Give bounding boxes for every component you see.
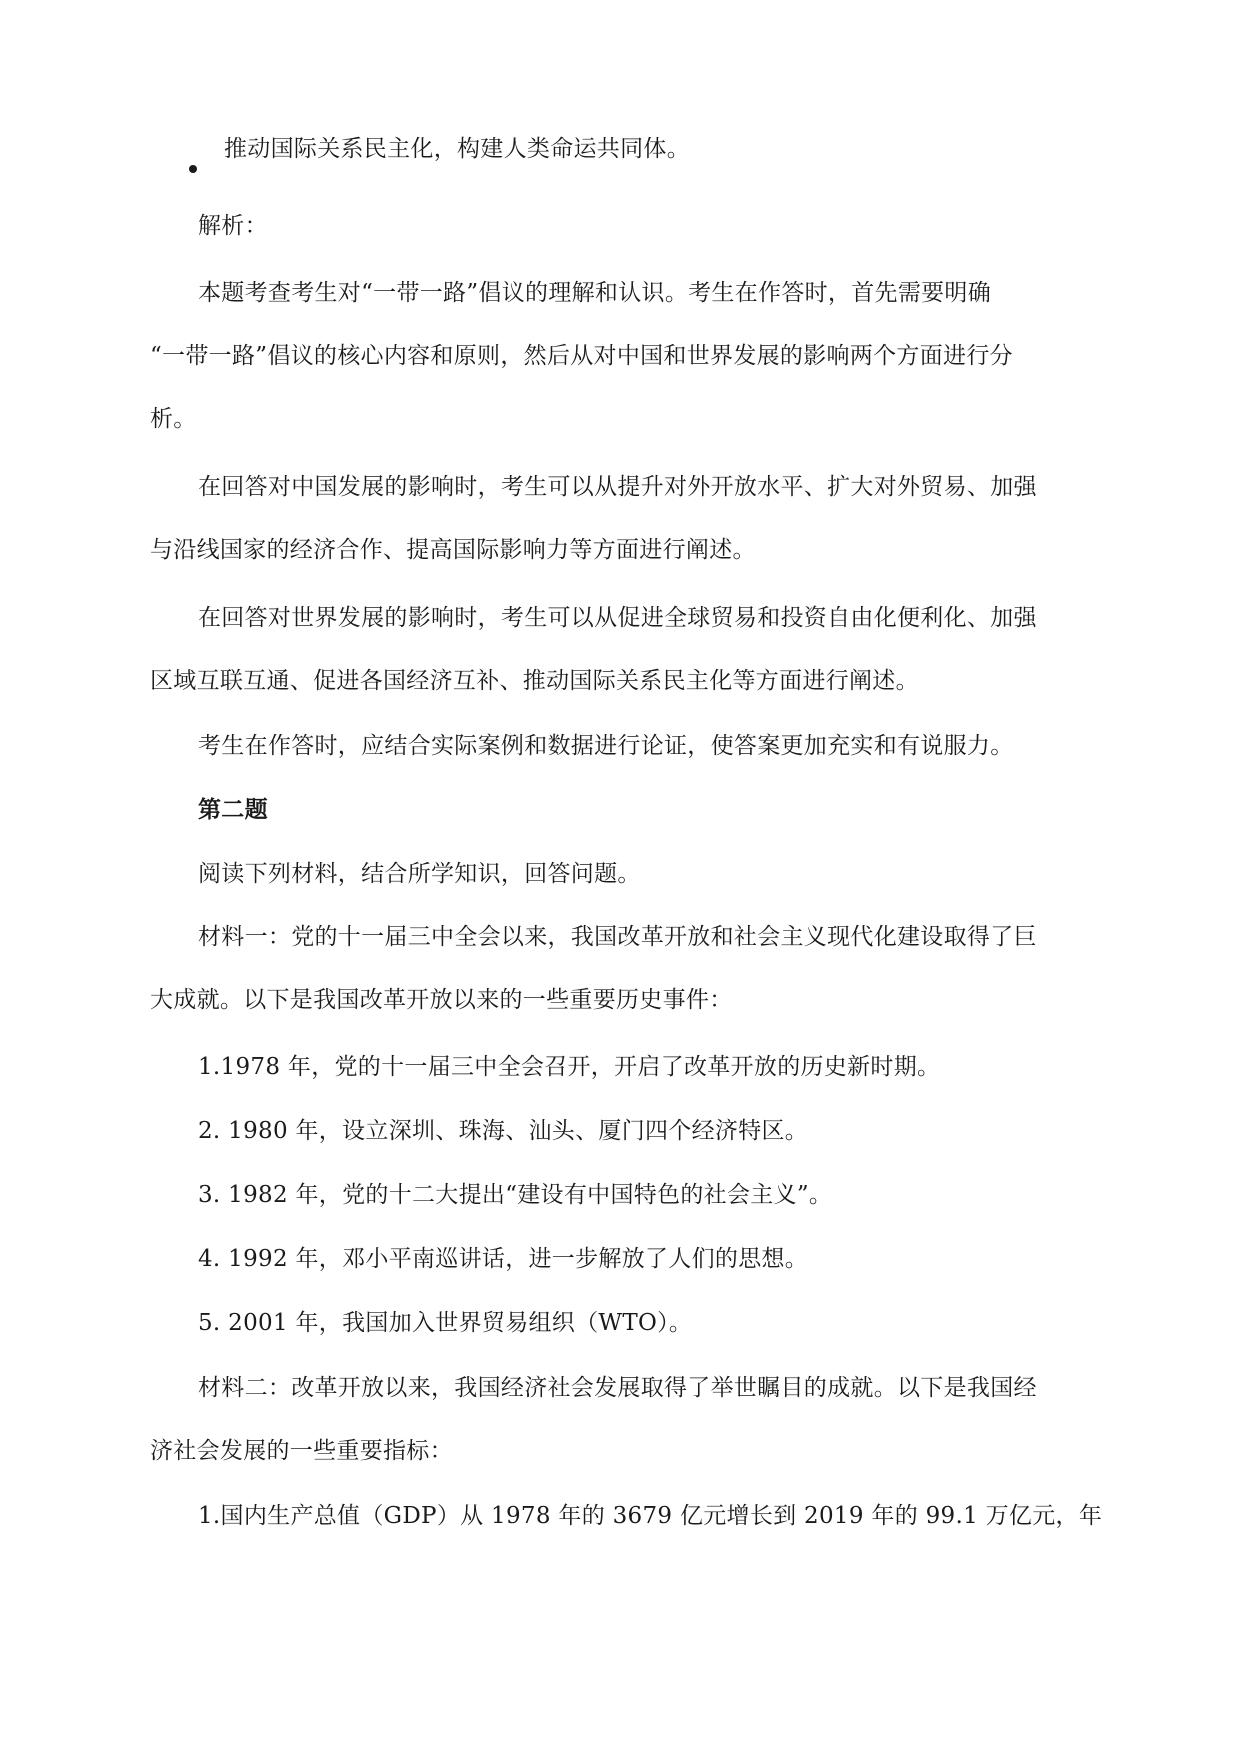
event-item-5: 5. 2001 年，我国加入世界贸易组织（WTO）。 — [198, 1310, 693, 1336]
analysis-paragraph-3-line-2: 区域互联互通、促进各国经济互补、推动国际关系民主化等方面进行阐述。 — [150, 668, 919, 694]
analysis-paragraph-1-line-1: 本题考查考生对“一带一路”倡议的理解和认识。考生在作答时，首先需要明确 — [198, 280, 992, 306]
material-1-line-2: 大成就。以下是我国改革开放以来的一些重要历史事件： — [150, 987, 733, 1013]
question-2-intro: 阅读下列材料，结合所学知识，回答问题。 — [198, 861, 641, 887]
analysis-paragraph-2-line-2: 与沿线国家的经济合作、提高国际影响力等方面进行阐述。 — [150, 537, 756, 563]
event-item-4: 4. 1992 年，邓小平南巡讲话，进一步解放了人们的思想。 — [198, 1246, 809, 1272]
analysis-label: 解析： — [198, 213, 268, 239]
bullet-item: 推动国际关系民主化，构建人类命运共同体。 — [224, 136, 690, 162]
bullet-icon — [189, 165, 197, 173]
analysis-paragraph-4: 考生在作答时，应结合实际案例和数据进行论证，使答案更加充实和有说服力。 — [198, 733, 1014, 759]
indicator-item-1: 1.国内生产总值（GDP）从 1978 年的 3679 亿元增长到 2019 年的 99.1 万亿元，年 — [198, 1503, 1103, 1529]
material-2-line-1: 材料二：改革开放以来，我国经济社会发展取得了举世瞩目的成就。以下是我国经 — [198, 1375, 1037, 1401]
analysis-paragraph-1-line-3: 析。 — [150, 406, 197, 432]
analysis-paragraph-3-line-1: 在回答对世界发展的影响时，考生可以从促进全球贸易和投资自由化便利化、加强 — [198, 605, 1037, 631]
question-2-heading: 第二题 — [198, 796, 268, 823]
event-item-2: 2. 1980 年，设立深圳、珠海、汕头、厦门四个经济特区。 — [198, 1118, 809, 1144]
analysis-paragraph-2-line-1: 在回答对中国发展的影响时，考生可以从提升对外开放水平、扩大对外贸易、加强 — [198, 474, 1037, 500]
event-item-3: 3. 1982 年，党的十二大提出“建设有中国特色的社会主义”。 — [198, 1182, 833, 1208]
event-item-1: 1.1978 年，党的十一届三中全会召开，开启了改革开放的历史新时期。 — [198, 1054, 941, 1080]
analysis-paragraph-1-line-2: “一带一路”倡议的核心内容和原则，然后从对中国和世界发展的影响两个方面进行分 — [150, 343, 1013, 369]
material-1-line-1: 材料一：党的十一届三中全会以来，我国改革开放和社会主义现代化建设取得了巨 — [198, 924, 1037, 950]
material-2-line-2: 济社会发展的一些重要指标： — [150, 1438, 453, 1464]
